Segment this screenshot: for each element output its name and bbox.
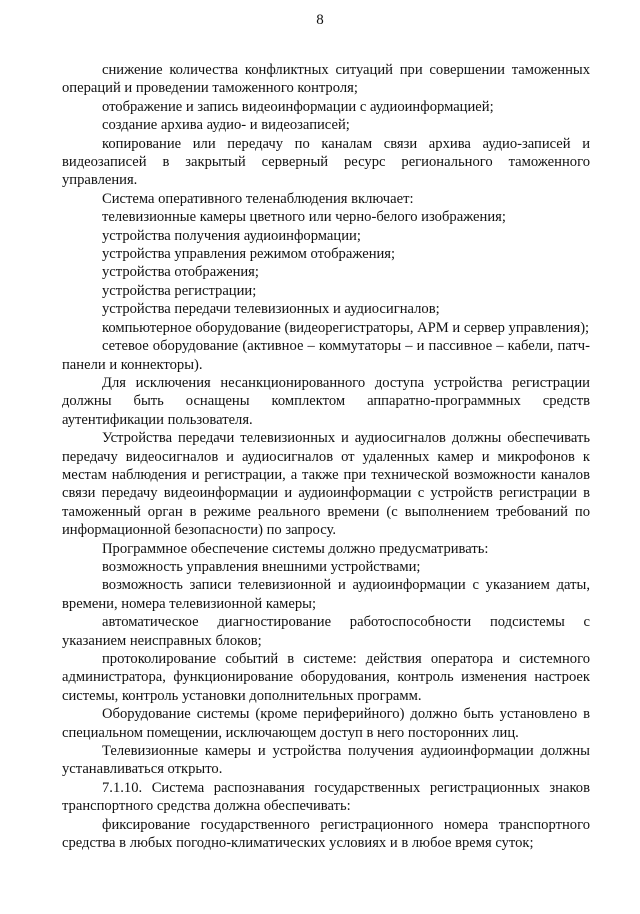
paragraph: сетевое оборудование (активное – коммутаторы – и пассивное – кабели, патч-панели и коннекторы). — [62, 338, 590, 373]
paragraph: Телевизионные камеры и устройства получения аудиоинформации должны устанавливаться открыто. — [62, 743, 590, 778]
paragraph: устройства отображения; — [102, 264, 259, 281]
paragraph: устройства передачи телевизионных и аудиосигналов; — [102, 301, 440, 318]
paragraph: снижение количества конфликтных ситуаций при совершении таможенных операций и проведении таможенного контроля; — [62, 62, 590, 97]
paragraph: копирование или передачу по каналам связи архива аудио-записей и видеозаписей в закрытый серверный ресурс регионального таможенного управления. — [62, 135, 590, 189]
paragraph: автоматическое диагностирование работоспособности подсистемы с указанием неисправных блоков; — [62, 614, 590, 649]
paragraph: Для исключения несанкционированного доступа устройства регистрации должны быть оснащены комплектом аппаратно-программных средств аутентификации пользователя. — [62, 374, 590, 428]
paragraph: Программное обеспечение системы должно предусматривать: — [102, 540, 489, 557]
paragraph: фиксирование государственного регистрационного номера транспортного средства в любых погодно-климатических условиях и в любое время суток; — [62, 816, 590, 852]
paragraph: устройства управления режимом отображения; — [102, 246, 396, 263]
paragraph: Устройства передачи телевизионных и аудиосигналов должны обеспечивать передачу видеосигналов и аудиосигналов от удаленных камер и микрофонов к местам наблюдения и регистрации, а также при технической возможности каналов связи передачу видеоинформации и аудиоинформации с устройств регистрации в таможенный орган в режиме реального времени (с выполнением требований по информационной безопасности) по запросу. — [62, 430, 590, 539]
paragraph: Оборудование системы (кроме периферийного) должно быть установлено в специальном помещении, исключающем доступ в него посторонних лиц. — [62, 706, 590, 741]
paragraph: устройства получения аудиоинформации; — [102, 227, 361, 244]
paragraph: создание архива аудио- и видеозаписей; — [102, 117, 350, 134]
page-number: 8 — [316, 12, 324, 28]
paragraph: возможность записи телевизионной и аудиоинформации с указанием даты, времени, номера телевизионной камеры; — [62, 577, 590, 612]
paragraph: отображение и запись видеоинформации с аудиоинформацией; — [102, 98, 494, 115]
paragraph: протоколирование событий в системе: действия оператора и системного администратора, функционирование оборудования, контроль изменения настроек системы, контроль установки дополнительных программ. — [62, 651, 590, 704]
paragraph: компьютерное оборудование (видеорегистраторы, АРМ и сервер управления); — [102, 319, 590, 336]
paragraph: Система оперативного теленаблюдения включает: — [102, 190, 414, 207]
paragraph: 7.1.10. Система распознавания государственных регистрационных знаков транспортного средства должна обеспечивать: — [62, 779, 590, 815]
document-body — [62, 61, 590, 852]
paragraph: возможность управления внешними устройствами; — [102, 558, 421, 575]
paragraph: устройства регистрации; — [102, 282, 257, 299]
paragraph: телевизионные камеры цветного или черно-белого изображения; — [102, 209, 506, 226]
